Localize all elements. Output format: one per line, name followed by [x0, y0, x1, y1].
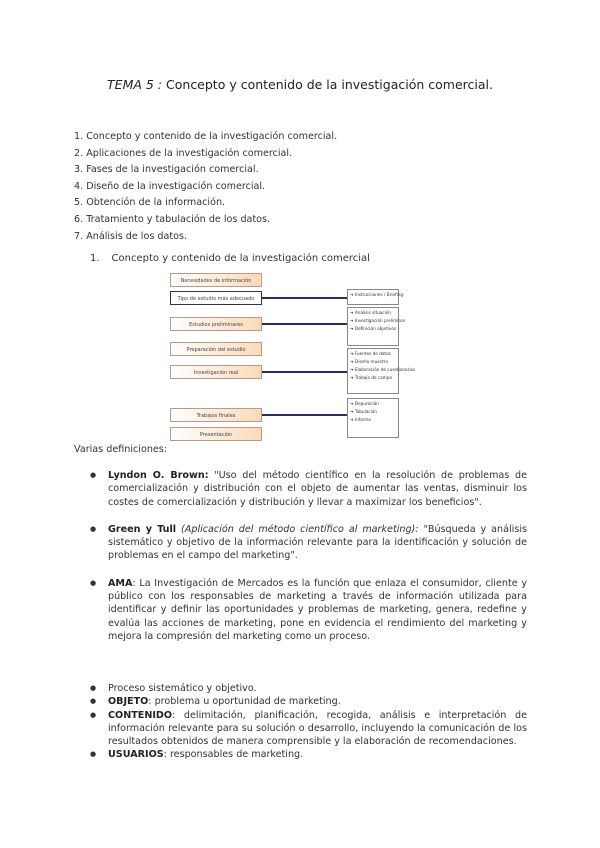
tema-label: TEMA 5 : [107, 77, 163, 92]
definition-text: "Uso del método científico en la resolución de problemas de comercialización y distribución con el objeto de aumentar las ventas, disminuir los costes de comercialización y distribución y llevar a maximizar los beneficios". [108, 470, 527, 508]
definition-text: "Búsqueda y análisis sistemático y objetivo de la información relevante para la identificación y solución de problemas en el campo del marketing". [108, 523, 527, 562]
toc-item: 6. Tratamiento y tabulación de los datos. [74, 213, 271, 225]
definitions-label: Varias definiciones: [74, 444, 168, 455]
diagram-detail-box [347, 307, 406, 346]
toc-item: 1. Concepto y contenido de la investigación comercial. [74, 131, 338, 142]
toc-item: 4. Diseño de la investigación comercial. [74, 180, 266, 192]
item-text: Proceso sistemático y objetivo. [108, 683, 257, 694]
toc-item: 3. Fases de la investigación comercial. [74, 164, 259, 176]
author-name: Lyndon O. Brown: [108, 470, 209, 481]
detail-item: ➔ Análisis situación [350, 310, 391, 315]
diagram-box: Trabajos finales [170, 408, 262, 422]
toc-item: 7. Análisis de los datos. [74, 230, 188, 242]
diagram-box: Presentación [170, 427, 262, 441]
connector-line [262, 414, 347, 416]
item-text: : delimitación, planificación, recogida, análisis e interpretación de información relevante para su solución o desarrollo, incluyendo la comunicación de los resultados obtenidos de manera comprensible y la elaboración de recomendaciones. [108, 709, 527, 748]
list-item [90, 469, 527, 509]
table-of-contents [74, 129, 337, 245]
list-item [90, 682, 527, 695]
diagram-box: Necesidades de información [170, 273, 262, 287]
toc-item: 5. Obtención de la información. [74, 197, 226, 209]
detail-item: ➔ Depuración [350, 401, 379, 406]
list-item [90, 748, 527, 761]
diagram-box: Investigación real [170, 365, 262, 379]
section-text: Concepto y contenido de la investigación comercial [111, 253, 370, 264]
list-item [90, 523, 527, 563]
section-heading [90, 253, 382, 264]
definition-subtitle: (Aplicación del método científico al marketing): [176, 523, 419, 535]
title-text: Concepto y contenido de la investigación comercial. [166, 77, 493, 92]
detail-item: ➔ Instrucciones / Briefing [350, 292, 404, 297]
connector-line [262, 323, 347, 325]
definitions-list [90, 469, 527, 643]
detail-item: ➔ Definición objetivos [350, 326, 397, 331]
definition-text: : La Investigación de Mercados es la función que enlaza el consumidor, cliente y público con los responsables de marketing a través de información utilizada para identificar y definir las oportunidades y problemas de marketing, genera, redefine y evalúa las acciones de marketing, pone en evidencia el rendimiento del marketing y mejora la compresión del marketing como un proceso. [108, 577, 527, 642]
diagram-box: Preparación del estudio [170, 342, 262, 356]
diagram-detail-box [347, 348, 416, 394]
detail-item: ➔ Elaboración de cuestionarios [350, 367, 416, 372]
diagram-detail-box [347, 289, 404, 305]
detail-item: ➔ Fuentes de datos [350, 351, 391, 356]
toc-item: 2. Aplicaciones de la investigación comercial. [74, 147, 293, 159]
page-title [0, 77, 600, 92]
connector-line [262, 371, 347, 373]
process-diagram [168, 272, 416, 444]
diagram-detail-box [347, 398, 399, 438]
detail-item: ➔ Trabajo de campo [350, 375, 393, 380]
detail-item: ➔ Investigación preliminar [350, 318, 406, 323]
summary-list [90, 682, 527, 762]
item-text: : problema u oportunidad de marketing. [148, 696, 341, 708]
author-name: Green y Tull [108, 523, 177, 535]
detail-item: ➔ Informe [350, 417, 372, 422]
diagram-box: Estudios preliminares [170, 317, 262, 331]
author-name: AMA [108, 577, 133, 589]
list-item [90, 709, 527, 749]
connector-line [262, 297, 347, 299]
item-label: CONTENIDO [108, 709, 173, 721]
detail-item: ➔ Tabulación [350, 409, 377, 414]
diagram-box: Tipo de estudio más adecuado [170, 291, 262, 305]
list-item [90, 577, 527, 643]
item-label: USUARIOS [108, 749, 164, 761]
item-label: OBJETO [108, 696, 149, 708]
list-item [90, 695, 527, 708]
section-number: 1. [90, 253, 100, 264]
detail-item: ➔ Diseño muestra [350, 359, 388, 364]
item-text: : responsables de marketing. [163, 749, 304, 761]
